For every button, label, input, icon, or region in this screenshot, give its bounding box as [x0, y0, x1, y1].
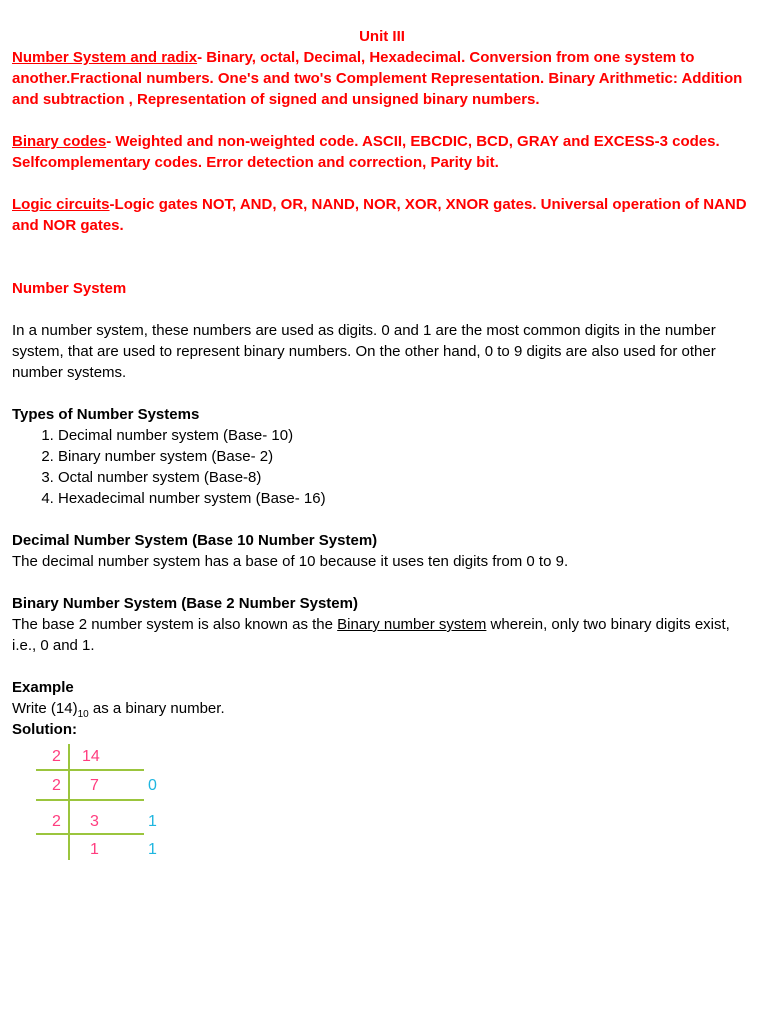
list-item: 2. Binary number system (Base- 2)	[58, 446, 752, 467]
dividend: 1	[90, 841, 99, 858]
divisor: 2	[52, 748, 61, 765]
intro-paragraph: In a number system, these numbers are used as digits. 0 and 1 are the most common digits in the number system, that are used to represent binary numbers. On the other hand, 0 to 9 digits are also used for other number systems.	[12, 322, 716, 381]
binary-text-before: The base 2 number system is also known as the	[12, 616, 338, 633]
remainder: 0	[148, 777, 157, 794]
types-list	[12, 425, 752, 509]
example-after: as a binary number.	[88, 700, 225, 717]
division-line	[36, 769, 144, 771]
syllabus-heading: Binary codes	[12, 133, 107, 150]
syllabus-item-binary-codes	[12, 131, 752, 173]
divisor: 2	[52, 813, 61, 830]
syllabus-item-number-system	[12, 47, 752, 110]
binary-text-after: wherein, only two binary digits exist, i.e., 0 and 1.	[12, 616, 730, 654]
syllabus-text: -Logic gates NOT, AND, OR, NAND, NOR, XOR, XNOR gates. Universal operation of NAND and NOR gates.	[12, 196, 747, 234]
division-line	[36, 833, 144, 835]
types-heading: Types of Number Systems	[12, 406, 200, 423]
dividend: 14	[82, 748, 100, 765]
syllabus-item-logic-circuits	[12, 194, 752, 236]
decimal-text: The decimal number system has a base of 10 because it uses ten digits from 0 to 9.	[12, 553, 569, 570]
example-before: Write (14)	[12, 700, 78, 717]
remainder: 1	[148, 841, 157, 858]
syllabus-text: - Binary, octal, Decimal, Hexadecimal. Conversion from one system to another.Fractional numbers. One's and two's Complement Representation. Binary Arithmetic: Addition and subtraction , Representation of signed and unsigned binary numbers.	[12, 49, 743, 108]
decimal-heading: Decimal Number System (Base 10 Number System)	[12, 532, 378, 549]
example-subscript: 10	[77, 709, 89, 720]
example-heading: Example	[12, 679, 74, 696]
syllabus-text: - Weighted and non-weighted code. ASCII, EBCDIC, BCD, GRAY and EXCESS-3 codes. Selfcomplementary codes. Error detection and correction, Parity bit.	[12, 133, 720, 171]
binary-number-system-link[interactable]: Binary number system	[337, 616, 487, 633]
divisor: 2	[52, 777, 61, 794]
list-item: 1. Decimal number system (Base- 10)	[58, 425, 752, 446]
binary-text	[12, 614, 752, 656]
example-text	[12, 698, 752, 719]
document-page	[12, 26, 752, 740]
syllabus-heading: Number System and radix	[12, 49, 198, 66]
list-item: 3. Octal number system (Base-8)	[58, 467, 752, 488]
section-title: Number System	[12, 280, 127, 297]
division-divider	[68, 744, 70, 860]
unit-title: Unit III	[359, 28, 405, 45]
list-item: 4. Hexadecimal number system (Base- 16)	[58, 488, 752, 509]
syllabus-heading: Logic circuits	[12, 196, 110, 213]
division-figure	[36, 744, 186, 864]
binary-heading: Binary Number System (Base 2 Number System)	[12, 595, 358, 612]
dividend: 3	[90, 813, 99, 830]
division-line	[36, 799, 144, 801]
dividend: 7	[90, 777, 99, 794]
solution-label: Solution:	[12, 721, 77, 738]
remainder: 1	[148, 813, 157, 830]
